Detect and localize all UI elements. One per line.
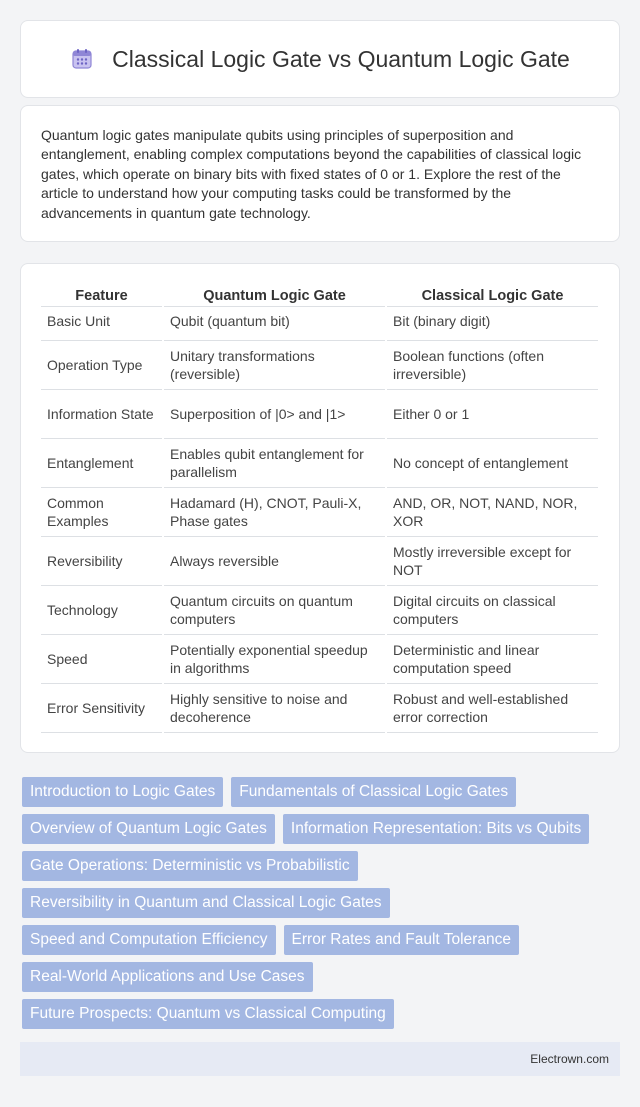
topic-link[interactable]: Gate Operations: Deterministic vs Probabilistic — [22, 851, 358, 881]
table-row — [41, 438, 598, 487]
topic-link[interactable]: Reversibility in Quantum and Classical Logic Gates — [22, 888, 390, 918]
quantum-cell: Qubit (quantum bit) — [163, 306, 386, 340]
table-row — [41, 487, 598, 536]
header-classical: Classical Logic Gate — [386, 284, 598, 306]
table-row — [41, 340, 598, 389]
table-row — [41, 683, 598, 732]
feature-cell: Basic Unit — [41, 306, 163, 340]
quantum-cell: Hadamard (H), CNOT, Pauli-X, Phase gates — [163, 487, 386, 536]
classical-cell: Mostly irreversible except for NOT — [386, 536, 598, 585]
feature-cell: Speed — [41, 634, 163, 683]
classical-cell: Robust and well-established error correction — [386, 683, 598, 732]
table-header-row — [41, 284, 598, 306]
table-row — [41, 389, 598, 438]
topic-link[interactable]: Introduction to Logic Gates — [22, 777, 223, 807]
table-row — [41, 536, 598, 585]
table-row — [41, 306, 598, 340]
classical-cell: Bit (binary digit) — [386, 306, 598, 340]
calendar-grid-icon — [70, 47, 94, 71]
intro-text: Quantum logic gates manipulate qubits using principles of superposition and entanglement, enabling complex computations beyond the capabilities of classical logic gates, which operate on binary bits with fixed states of 0 or 1. Explore the rest of the article to understand how your computing tasks could be transformed by the advancements in quantum gate technology. — [41, 127, 582, 221]
table-row — [41, 585, 598, 634]
topic-link[interactable]: Fundamentals of Classical Logic Gates — [231, 777, 516, 807]
footer-text: Electrown.com — [530, 1052, 609, 1066]
classical-cell: Boolean functions (often irreversible) — [386, 340, 598, 389]
feature-cell: Reversibility — [41, 536, 163, 585]
classical-cell: Deterministic and linear computation speed — [386, 634, 598, 683]
topic-link[interactable]: Error Rates and Fault Tolerance — [284, 925, 519, 955]
page-title: Classical Logic Gate vs Quantum Logic Gate — [112, 45, 570, 72]
feature-cell: Common Examples — [41, 487, 163, 536]
feature-cell: Information State — [41, 389, 163, 438]
feature-cell: Technology — [41, 585, 163, 634]
related-links — [22, 777, 622, 1036]
header-card — [20, 20, 620, 98]
classical-cell: No concept of entanglement — [386, 438, 598, 487]
comparison-table — [41, 284, 598, 733]
topic-link[interactable]: Information Representation: Bits vs Qubits — [283, 814, 589, 844]
classical-cell: AND, OR, NOT, NAND, NOR, XOR — [386, 487, 598, 536]
link-row — [22, 925, 622, 955]
quantum-cell: Quantum circuits on quantum computers — [163, 585, 386, 634]
quantum-cell: Unitary transformations (reversible) — [163, 340, 386, 389]
feature-cell: Entanglement — [41, 438, 163, 487]
feature-cell: Operation Type — [41, 340, 163, 389]
quantum-cell: Enables qubit entanglement for parallelism — [163, 438, 386, 487]
quantum-cell: Always reversible — [163, 536, 386, 585]
quantum-cell: Potentially exponential speedup in algorithms — [163, 634, 386, 683]
quantum-cell: Superposition of |0> and |1> — [163, 389, 386, 438]
link-row — [22, 777, 622, 807]
intro-card — [20, 105, 620, 242]
topic-link[interactable]: Overview of Quantum Logic Gates — [22, 814, 275, 844]
topic-link[interactable]: Future Prospects: Quantum vs Classical Computing — [22, 999, 394, 1029]
link-row — [22, 814, 622, 844]
link-row — [22, 999, 622, 1029]
quantum-cell: Highly sensitive to noise and decoherence — [163, 683, 386, 732]
feature-cell: Error Sensitivity — [41, 683, 163, 732]
classical-cell: Either 0 or 1 — [386, 389, 598, 438]
header-quantum: Quantum Logic Gate — [163, 284, 386, 306]
topic-link[interactable]: Real-World Applications and Use Cases — [22, 962, 313, 992]
comparison-table-card — [20, 263, 620, 753]
table-row — [41, 634, 598, 683]
footer — [20, 1042, 620, 1076]
classical-cell: Digital circuits on classical computers — [386, 585, 598, 634]
link-row — [22, 888, 622, 918]
table-body — [41, 306, 598, 732]
link-row — [22, 851, 622, 881]
topic-link[interactable]: Speed and Computation Efficiency — [22, 925, 276, 955]
link-row — [22, 962, 622, 992]
header-feature: Feature — [41, 284, 163, 306]
